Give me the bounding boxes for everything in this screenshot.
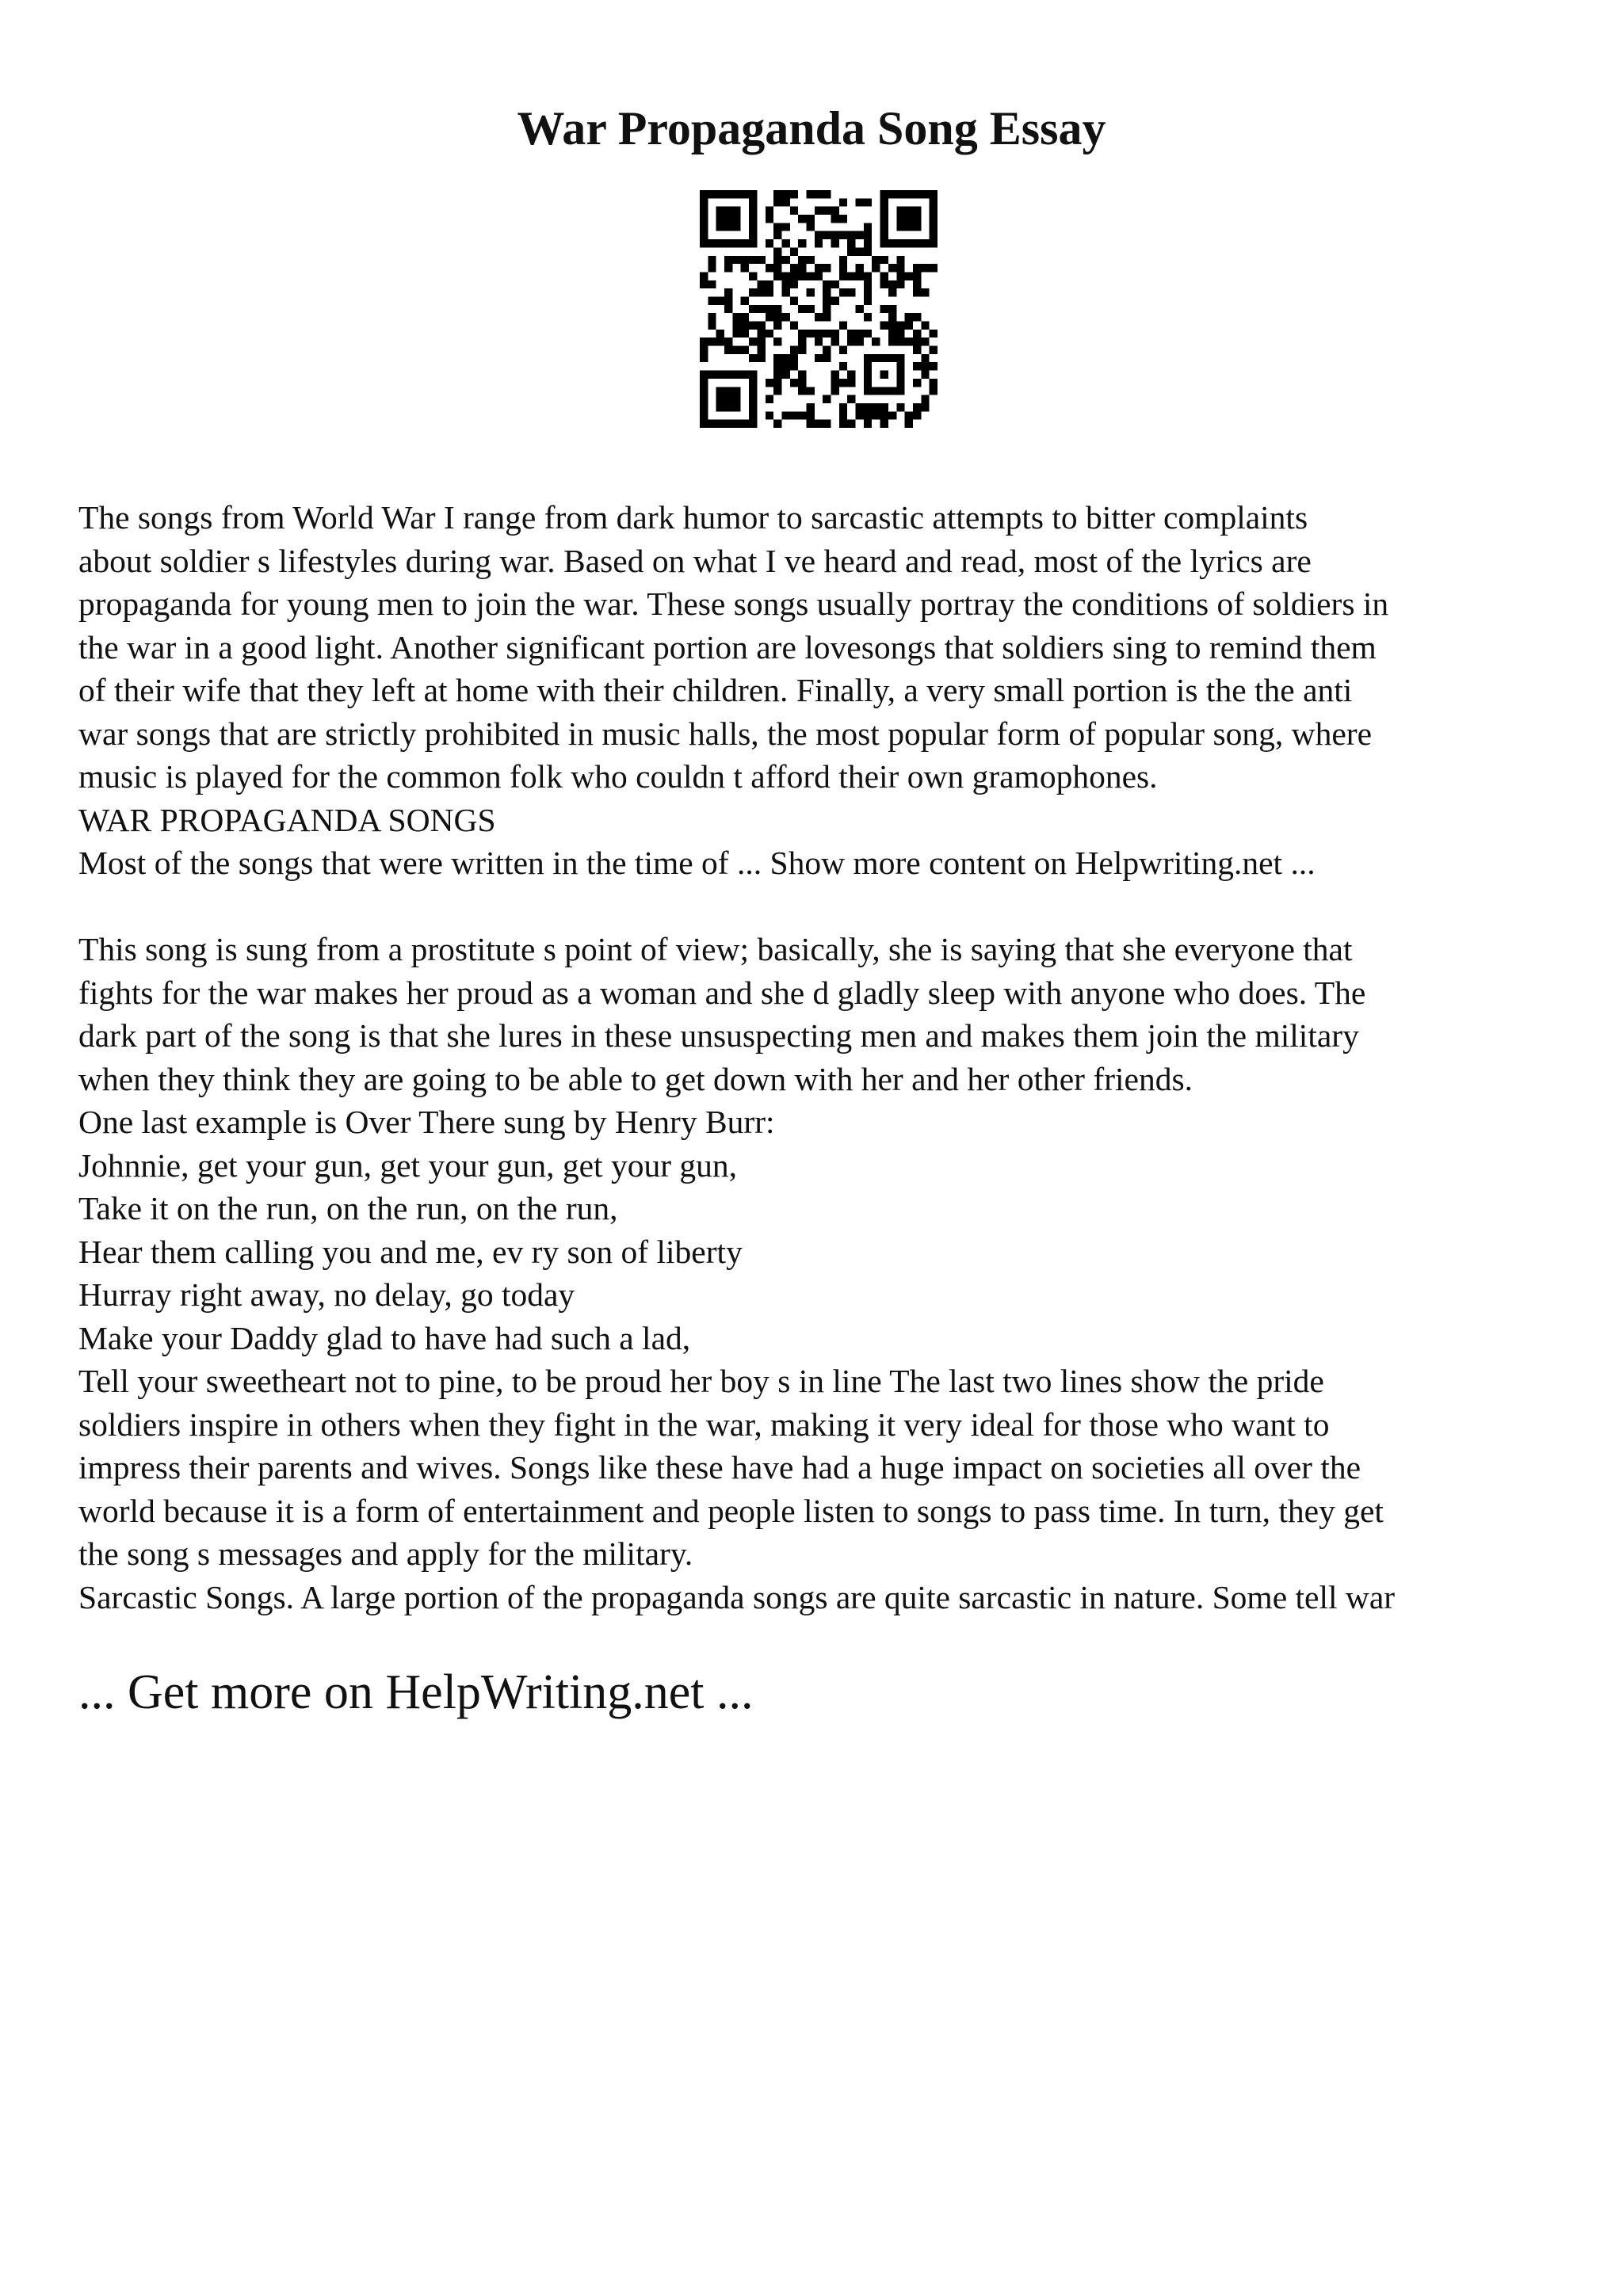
essay-line: One last example is Over There sung by Henry Burr:: [78, 1104, 775, 1140]
essay-line: WAR PROPAGANDA SONGS: [78, 801, 496, 838]
essay-body: [78, 496, 1568, 1619]
essay-line: impress their parents and wives. Songs like these have had a huge impact on societies all over the: [78, 1449, 1361, 1486]
essay-line: about soldier s lifestyles during war. Based on what I ve heard and read, most of the lyrics are: [78, 542, 1312, 579]
qr-code-graphic: [700, 190, 938, 428]
essay-line: propaganda for young men to join the war. These songs usually portray the conditions of soldiers in: [78, 585, 1389, 622]
essay-line: war songs that are strictly prohibited in music halls, the most popular form of popular song, where: [78, 715, 1372, 752]
essay-line: This song is sung from a prostitute s point of view; basically, she is saying that she everyone that: [78, 931, 1353, 967]
blank-line: [78, 885, 1568, 929]
essay-line: Johnnie, get your gun, get your gun, get your gun,: [78, 1146, 738, 1184]
essay-line: of their wife that they left at home with their children. Finally, a very small portion is the the anti: [78, 672, 1353, 708]
essay-line: Most of the songs that were written in the time of ... Show more content on Helpwriting.net ...: [78, 845, 1316, 881]
essay-line: music is played for the common folk who couldn t afford their own gramophones.: [78, 758, 1158, 795]
essay-line: the war in a good light. Another significant portion are lovesongs that soldiers sing to remind them: [78, 628, 1377, 666]
essay-line: when they think they are going to be able to get down with her and her other friends.: [78, 1060, 1193, 1097]
essay-line: Take it on the run, on the run, on the run,: [78, 1190, 618, 1226]
essay-line: The songs from World War I range from dark humor to sarcastic attempts to bitter complaints: [78, 499, 1308, 536]
essay-line: Make your Daddy glad to have had such a lad,: [78, 1319, 691, 1356]
essay-line: soldiers inspire in others when they fight in the war, making it very ideal for those who want to: [78, 1405, 1330, 1443]
essay-line: dark part of the song is that she lures in these unsuspecting men and makes them join the military: [78, 1017, 1359, 1054]
essay-line: Hurray right away, no delay, go today: [78, 1276, 575, 1313]
essay-line: fights for the war makes her proud as a woman and she d gladly sleep with anyone who does. The: [78, 974, 1366, 1011]
qr-code-icon: [700, 190, 938, 428]
get-more-link[interactable]: ... Get more on HelpWriting.net ...: [78, 1665, 754, 1719]
essay-line: Hear them calling you and me, ev ry son of liberty: [78, 1233, 743, 1270]
essay-line: Tell your sweetheart not to pine, to be proud her boy s in line The last two lines show the pride: [78, 1363, 1324, 1399]
page-title: War Propaganda Song Essay: [517, 102, 1106, 154]
essay-line: the song s messages and apply for the military.: [78, 1535, 693, 1572]
essay-line: world because it is a form of entertainment and people listen to songs to pass time. In turn, they get: [78, 1492, 1384, 1529]
essay-line: Sarcastic Songs. A large portion of the propaganda songs are quite sarcastic in nature. Some tell war: [78, 1578, 1396, 1615]
